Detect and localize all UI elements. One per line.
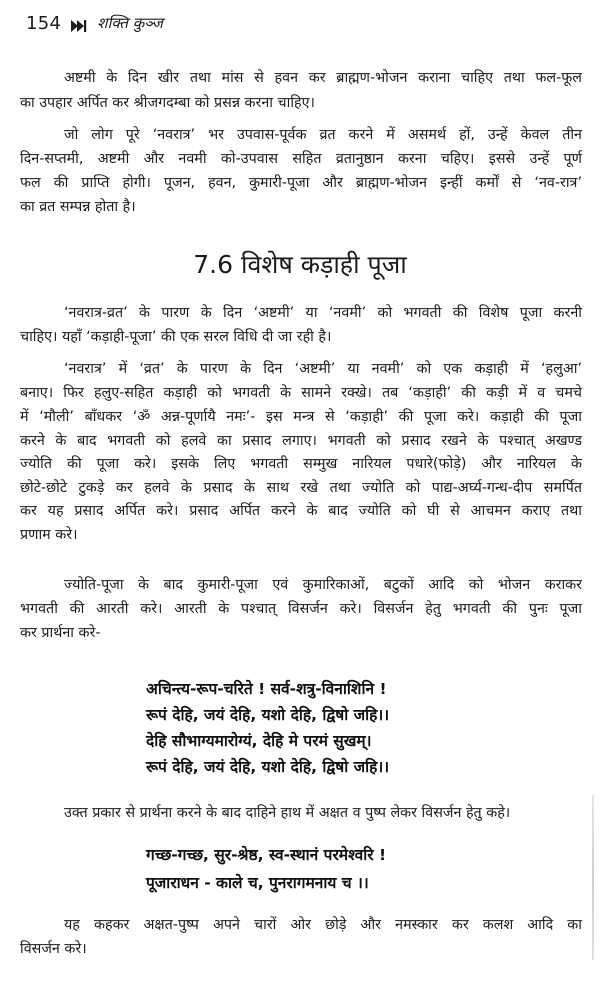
verse-prayer-line-1: अचिन्त्य-रूप-चरिते ! सर्व-शत्रु-विनाशिनि ! [146, 680, 387, 698]
paragraph-2-line-4: का व्रत सम्पन्न होता है। [20, 199, 136, 215]
fast-forward-icon [71, 17, 87, 29]
paragraph-2-line-2: दिन-सप्तमी, अष्टमी और नवमी को-उपवास सहित व्रतानुष्ठान करना चहिए। इससे उन्हें पूर्ण [20, 151, 582, 167]
paragraph-7-line-2: विसर्जन करे। [20, 941, 87, 957]
book-title: शक्ति कुञ्ज [97, 14, 163, 32]
paragraph-6-line-1: उक्त प्रकार से प्रार्थना करने के बाद दाहिने हाथ में अक्षत व पुष्प लेकर विसर्जन हेतु कहे। [64, 805, 511, 821]
paragraph-1-line-2: का उपहार अर्पित कर श्रीजगदम्बा को प्रसन्न करना चाहिए। [20, 95, 315, 111]
paragraph-4-line-3: में ‘मौली’ बाँधकर ‘ॐ अन्न-पूर्णायै नमः’- इस मन्त्र से ‘कड़ाही’ की पूजा करे। कड़ाही की पूजा [20, 409, 582, 425]
paragraph-4-line-8: प्रणाम करे। [20, 527, 78, 543]
paragraph-7-line-1: यह कहकर अक्षत-पुष्प अपने चारों ओर छोड़े और नमस्कार कर कलश आदि का [64, 917, 582, 933]
verse-prayer-line-4: रूपं देहि, जयं देहि, यशो देहि, द्विषो जहि।। [146, 758, 390, 776]
paragraph-2-line-1: जो लोग पूरे ‘नवरात्र’ भर उपवास-पूर्वक व्रत करने में असमर्थ हों, उन्हें केवल तीन [64, 127, 582, 143]
paragraph-5-line-2: भगवती की आरती करे। आरती के पश्चात् विसर्जन करे। विसर्जन हेतु भगवती की पुनः पूजा [20, 601, 582, 617]
paragraph-4-line-5: ज्योति की पूजा करे। इसके लिए भगवती सम्मुख नारियल पधारे(फोड़े) और नारियल के [20, 456, 582, 472]
verse-farewell-line-2: पूजाराधन - काले च, पुनरागमनाय च ।। [146, 874, 369, 892]
page-number: 154 [26, 12, 62, 34]
paragraph-5-line-3: कर प्रार्थना करे- [20, 625, 101, 641]
paragraph-3-line-2: चाहिए। यहाँ ‘कड़ाही-पूजा’ की एक सरल विधि दी जा रही है। [20, 329, 332, 345]
paragraph-4-line-6: छोटे-छोटे टुकड़े कर हलवे के प्रसाद के साथ रखे तथा ज्योति को पाद्य-अर्घ्य-गन्ध-दीप समर्पित [20, 480, 582, 496]
paragraph-3-line-1: ‘नवरात्र-व्रत’ के पारण के दिन ‘अष्टमी’ या ‘नवमी’ को भगवती की विशेष पूजा करनी [64, 305, 582, 321]
running-head [26, 11, 163, 35]
paragraph-4-line-7: कर यह प्रसाद अर्पित करे। प्रसाद अर्पित करने के बाद ज्योति को घी से आचमन कराए तथा [20, 503, 582, 519]
paragraph-5-line-1: ज्योति-पूजा के बाद कुमारी-पूजा एवं कुमारिकाओं, बटुकों आदि को भोजन कराकर [64, 577, 582, 593]
verse-prayer-line-3: देहि सौभाग्यमारोग्यं, देहि मे परमं सुखम्। [146, 732, 372, 750]
paragraph-2-line-3: फल की प्राप्ति होगी। पूजन, हवन, कुमारी-पूजा और ब्राह्मण-भोजन इन्हीं कर्मों से ‘नव-रात्र’ [20, 175, 582, 191]
paragraph-1-line-1: अष्टमी के दिन खीर तथा मांस से हवन कर ब्राह्मण-भोजन कराना चाहिए तथा फल-फूल [64, 70, 582, 86]
paragraph-4-line-4: करने के बाद भगवती को हलवे का प्रसाद लगाए। भगवती को प्रसाद रखने के पश्चात् अखण्ड [20, 433, 582, 449]
paragraph-4-line-2: बनाए। फिर हलुए-सहित कड़ाही को भगवती के सामने रक्खे। तब ‘कड़ाही’ की कड़ी में व चमचे [20, 385, 582, 401]
paragraph-4-line-1: ‘नवरात्र’ में ‘व्रत’ के पारण के दिन ‘अष्टमी’ या नवमी’ को एक कड़ाही में ‘हलुआ’ [64, 361, 582, 377]
section-heading: 7.6 विशेष कड़ाही पूजा [193, 250, 407, 279]
page-edge-shadow [592, 795, 594, 960]
verse-prayer-line-2: रूपं देहि, जयं देहि, यशो देहि, द्विषो जहि।। [146, 706, 390, 724]
verse-farewell-line-1: गच्छ-गच्छ, सुर-श्रेष्ठ, स्व-स्थानं परमेश्वरि ! [146, 846, 387, 864]
